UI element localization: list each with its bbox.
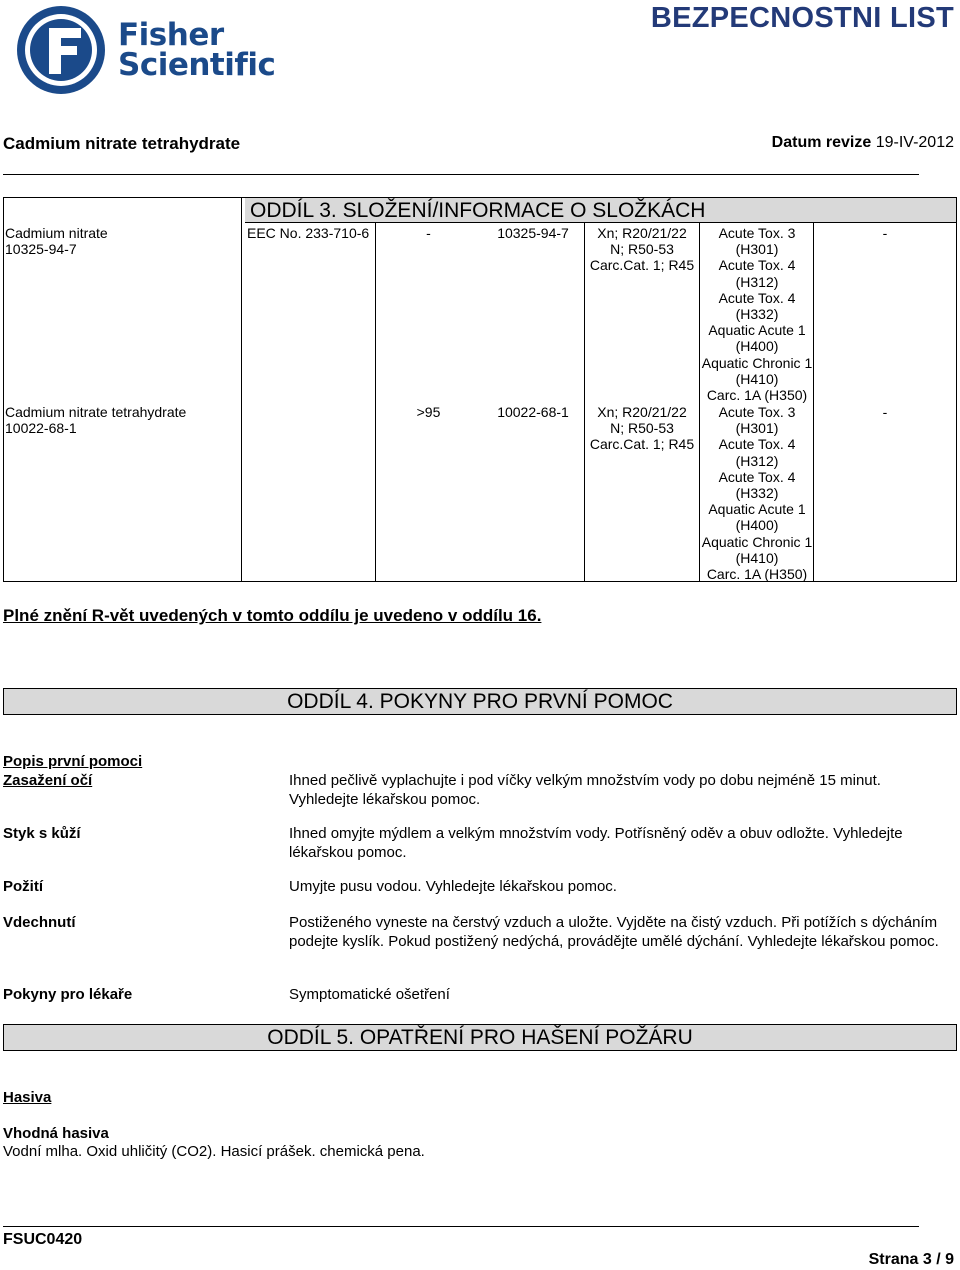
last-column-value: - — [882, 404, 888, 420]
clp-line: Carc. 1A (H350) — [706, 566, 808, 583]
clp-classification — [700, 404, 814, 582]
r-phrase: N; R50-53 — [610, 420, 674, 437]
eye-contact-label: Zasažení očí — [3, 772, 93, 789]
revision-date — [772, 134, 954, 152]
inhalation-label: Vdechnutí — [3, 914, 76, 931]
suitable-media-label: Vhodná hasiva — [3, 1125, 109, 1142]
clp-line: Acute Tox. 3 — [718, 225, 796, 241]
company-logo — [3, 0, 285, 104]
substance-cas: 10022-68-1 — [5, 420, 77, 437]
clp-line: Aquatic Chronic 1 — [701, 354, 813, 371]
clp-line: (H410) — [735, 549, 779, 566]
page-label: Strana — [868, 1251, 919, 1268]
extinguishing-media-subtitle: Hasiva — [3, 1089, 52, 1106]
clp-line: Aquatic Acute 1 — [708, 322, 806, 339]
revision-label: Datum revize — [771, 134, 872, 151]
physician-notes-text: Symptomatické ošetření — [289, 986, 450, 1003]
physician-notes-label: Pokyny pro lékaře — [3, 986, 133, 1003]
footer-divider — [3, 1226, 919, 1227]
r-phrase: Xn; R20/21/22 — [597, 225, 687, 241]
clp-line: Aquatic Chronic 1 — [701, 533, 813, 550]
clp-line: (H301) — [735, 241, 779, 258]
skin-contact-text: Ihned omyjte mýdlem a velkým množstvím vody. Potřísněný oděv a obuv odložte. Vyhledejte lékařskou pomoc. — [289, 825, 903, 861]
r-phrase: N; R50-53 — [610, 241, 674, 258]
clp-line: Acute Tox. 4 — [718, 257, 796, 274]
clp-line: Carc. 1A (H350) — [706, 387, 808, 404]
r-phrase: Carc.Cat. 1; R45 — [589, 257, 695, 274]
table-row — [5, 225, 108, 257]
brand-line-1: Fisher — [118, 17, 224, 53]
ec-number: EEC No. 233-710-6 — [247, 225, 370, 241]
r-phrase: Carc.Cat. 1; R45 — [589, 436, 695, 453]
eye-contact-text: Ihned pečlivě vyplachujte i pod víčky velkým množstvím vody po dobu nejméně 15 minut. Vyhledejte lékařskou pomoc. — [289, 772, 881, 808]
percent-value: - — [426, 225, 431, 241]
substance-cas: 10325-94-7 — [5, 241, 77, 258]
clp-line: Aquatic Acute 1 — [708, 501, 806, 518]
product-name: Cadmium nitrate tetrahydrate — [3, 134, 241, 153]
clp-line: (H332) — [735, 485, 779, 502]
page-value: 3 / 9 — [922, 1251, 954, 1268]
first-aid-subtitle: Popis první pomoci — [3, 753, 143, 770]
brand-line-2: Scientific — [118, 47, 276, 83]
cas-number: 10022-68-1 — [497, 404, 569, 420]
last-column-value: - — [882, 225, 888, 241]
clp-line: (H312) — [735, 273, 779, 290]
section-5-title: ODDÍL 5. OPATŘENÍ PRO HAŠENÍ POŽÁRU — [3, 1024, 957, 1051]
page-number — [869, 1251, 954, 1269]
clp-line: (H332) — [735, 306, 779, 323]
inhalation-text: Postiženého vyneste na čerstvý vzduch a uložte. Vyjděte na čistý vzduch. Při potížích s dýcháním podejte kyslík. Pokud postižený nedýchá, provádějte umělé dýchání. Vyhledejte lékařskou pomoc. — [289, 914, 939, 950]
r-phrases-note: Plné znění R-vět uvedených v tomto oddílu je uvedeno v oddílu 16. — [3, 606, 542, 625]
percent-value: >95 — [416, 404, 441, 420]
r-phrases — [585, 404, 699, 453]
table-col-divider — [375, 222, 376, 581]
substance-name: Cadmium nitrate tetrahydrate — [5, 404, 187, 420]
clp-line: Acute Tox. 4 — [718, 436, 796, 453]
clp-line: (H301) — [735, 420, 779, 437]
suitable-media-text: Vodní mlha. Oxid uhličitý (CO2). Hasicí prášek. chemická pena. — [3, 1143, 425, 1160]
document-code: FSUC0420 — [3, 1231, 83, 1248]
table-col-divider — [241, 198, 242, 581]
table-col-divider — [584, 222, 585, 581]
clp-classification — [700, 225, 814, 403]
clp-line: Acute Tox. 4 — [718, 289, 796, 306]
logo-wordmark — [118, 17, 276, 83]
cas-number: 10325-94-7 — [497, 225, 569, 241]
fisher-logo-icon — [11, 0, 121, 104]
clp-line: Acute Tox. 4 — [718, 468, 796, 485]
composition-table — [3, 197, 957, 582]
section-4-title: ODDÍL 4. POKYNY PRO PRVNÍ POMOC — [3, 688, 957, 715]
clp-line: Acute Tox. 3 — [718, 404, 796, 420]
revision-value: 19-IV-2012 — [875, 134, 954, 151]
clp-line: (H410) — [735, 370, 779, 387]
clp-line: (H400) — [735, 517, 779, 534]
document-title: BEZPECNOSTNI LIST — [650, 2, 954, 34]
clp-line: (H312) — [735, 452, 779, 469]
clp-line: (H400) — [735, 338, 779, 355]
section-3-title: ODDÍL 3. SLOŽENÍ/INFORMACE O SLOŽKÁCH — [250, 199, 706, 222]
ingestion-label: Požití — [3, 878, 43, 895]
ingestion-text: Umyjte pusu vodou. Vyhledejte lékařskou pomoc. — [289, 878, 617, 895]
skin-contact-label: Styk s kůží — [3, 825, 81, 842]
r-phrases — [585, 225, 699, 274]
table-row — [5, 404, 186, 436]
substance-name: Cadmium nitrate — [5, 225, 108, 241]
r-phrase: Xn; R20/21/22 — [597, 404, 687, 420]
header-divider — [3, 174, 919, 175]
